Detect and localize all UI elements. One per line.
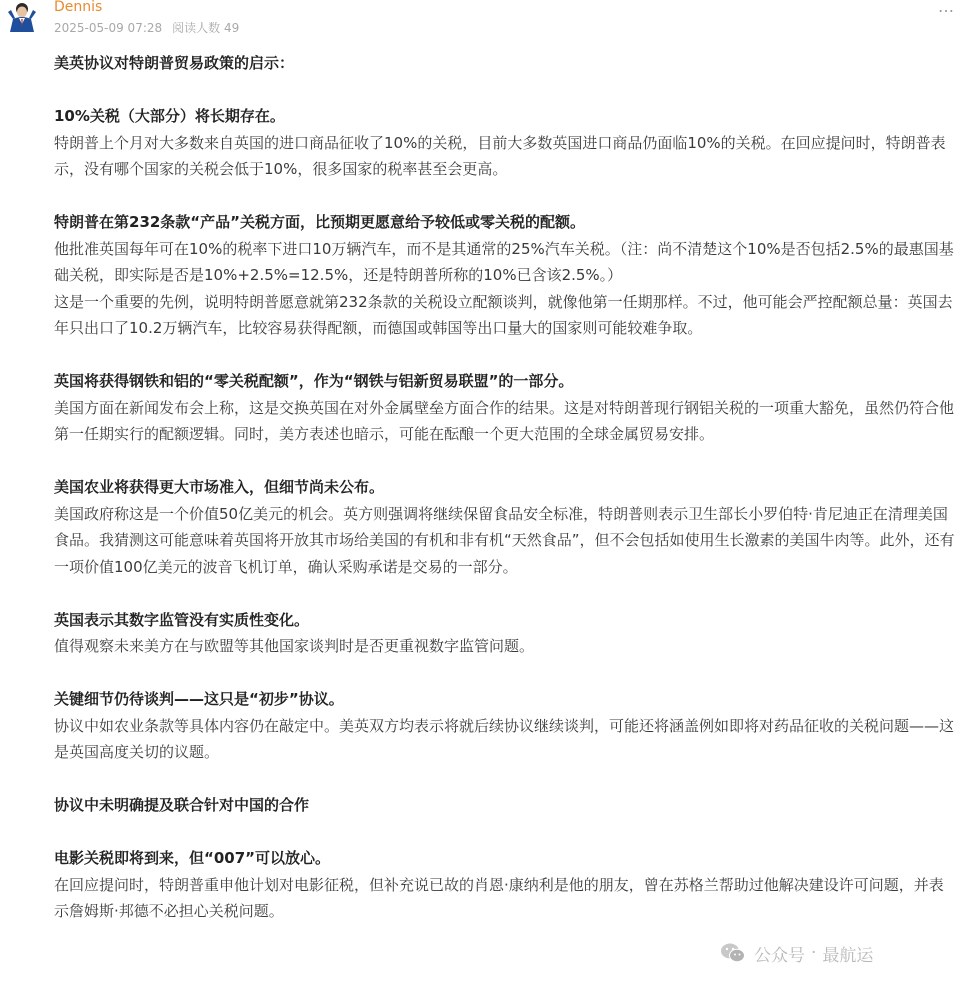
- watermark-source: 公众号: [754, 945, 805, 966]
- paragraph-spacer: [54, 448, 958, 475]
- paragraph-spacer: [54, 660, 958, 687]
- section-heading: 英国将获得钢铁和铝的“零关税配额”，作为“钢铁与铝新贸易联盟”的一部分。: [54, 372, 574, 390]
- section-heading: 电影关税即将到来，但“007”可以放心。: [54, 849, 331, 867]
- paragraph-spacer: [54, 766, 958, 793]
- avatar-image: [5, 0, 39, 32]
- paragraph-spacer: [54, 819, 958, 846]
- avatar[interactable]: [5, 0, 39, 32]
- section-heading: 10%关税（大部分）将长期存在。: [54, 107, 285, 125]
- section-heading: 英国表示其数字监管没有实质性变化。: [54, 610, 310, 629]
- body-paragraph: 美国政府称这是一个价值50亿美元的机会。英方则强调将继续保留食品安全标准，特朗普则表示卫生部长小罗伯特·肯尼迪正在清理美国食品。我猜测这可能意味着英国将开放其市场给美国的有机和非有机“天然食品”，但不会包括如使用生长激素的美国牛肉等。此外，还有一项价值100亿美元的波音飞机订单，确认采购承诺是交易的一部分。: [54, 504, 955, 576]
- body-paragraph: 值得观察未来美方在与欧盟等其他国家谈判时是否更重视数字监管问题。: [54, 637, 535, 655]
- paragraph-spacer: [54, 342, 958, 369]
- read-count: 阅读人数 49: [172, 21, 240, 35]
- body-paragraph: 协议中如农业条款等具体内容仍在敲定中。美英双方均表示将就后续协议继续谈判，可能还将涵盖例如即将对药品征收的关税问题——这是英国高度关切的议题。: [54, 716, 955, 761]
- paragraph-spacer: [54, 77, 958, 104]
- section-heading: 特朗普在第232条款“产品”关税方面，比预期更愿意给予较低或零关税的配额。: [54, 213, 586, 231]
- post-header: [0, 0, 969, 40]
- section-heading: 美国农业将获得更大市场准入，但细节尚未公布。: [54, 478, 385, 496]
- post-body: [54, 50, 958, 925]
- body-paragraph: 特朗普上个月对大多数来自英国的进口商品征收了10%的关税，目前大多数英国进口商品仍面临10%的关税。在回应提问时，特朗普表示，没有哪个国家的关税会低于10%，很多国家的税率甚至会更高。: [54, 133, 946, 178]
- paragraph-spacer: [54, 183, 958, 210]
- watermark-dot: ·: [811, 943, 817, 963]
- body-paragraph: 美国方面在新闻发布会上称，这是交换英国在对外金属壁垒方面合作的结果。这是对特朗普现行钢铝关税的一项重大豁免，虽然仍符合他第一任期实行的配额逻辑。同时，美方表述也暗示，可能在酝酿一个更大范围的全球金属贸易安排。: [54, 398, 955, 443]
- source-watermark: [720, 940, 873, 966]
- paragraph-spacer: [54, 580, 958, 607]
- body-paragraph: 在回应提问时，特朗普重申他计划对电影征税，但补充说已故的肖恩·康纳利是他的朋友，曾在苏格兰帮助过他解决建设许可问题，并表示詹姆斯·邦德不必担心关税问题。: [54, 875, 944, 920]
- body-paragraph: 他批准英国每年可在10%的税率下进口10万辆汽车，而不是其通常的25%汽车关税。（注：尚不清楚这个10%是否包括2.5%的最惠国基础关税，即实际是否是10%+2.5%=12.5%，还是特朗普所称的10%已含该2.5%。）: [54, 239, 954, 284]
- section-heading: 美英协议对特朗普贸易政策的启示：: [54, 54, 295, 72]
- post-date: 2025-05-09 07:28: [54, 21, 163, 35]
- section-heading: 关键细节仍待谈判——这只是“初步”协议。: [54, 690, 344, 708]
- wechat-icon: [720, 940, 746, 966]
- post-meta: [54, 19, 239, 37]
- section-heading: 协议中未明确提及联合针对中国的合作: [54, 796, 310, 814]
- more-icon[interactable]: …: [938, 0, 955, 16]
- author-name[interactable]: Dennis: [54, 0, 103, 15]
- body-paragraph: 这是一个重要的先例，说明特朗普愿意就第232条款的关税设立配额谈判，就像他第一任期那样。不过，他可能会严控配额总量：英国去年只出口了10.2万辆汽车，比较容易获得配额，而德国或韩国等出口量大的国家则可能较难争取。: [54, 292, 953, 337]
- watermark-name: 最航运: [822, 945, 874, 966]
